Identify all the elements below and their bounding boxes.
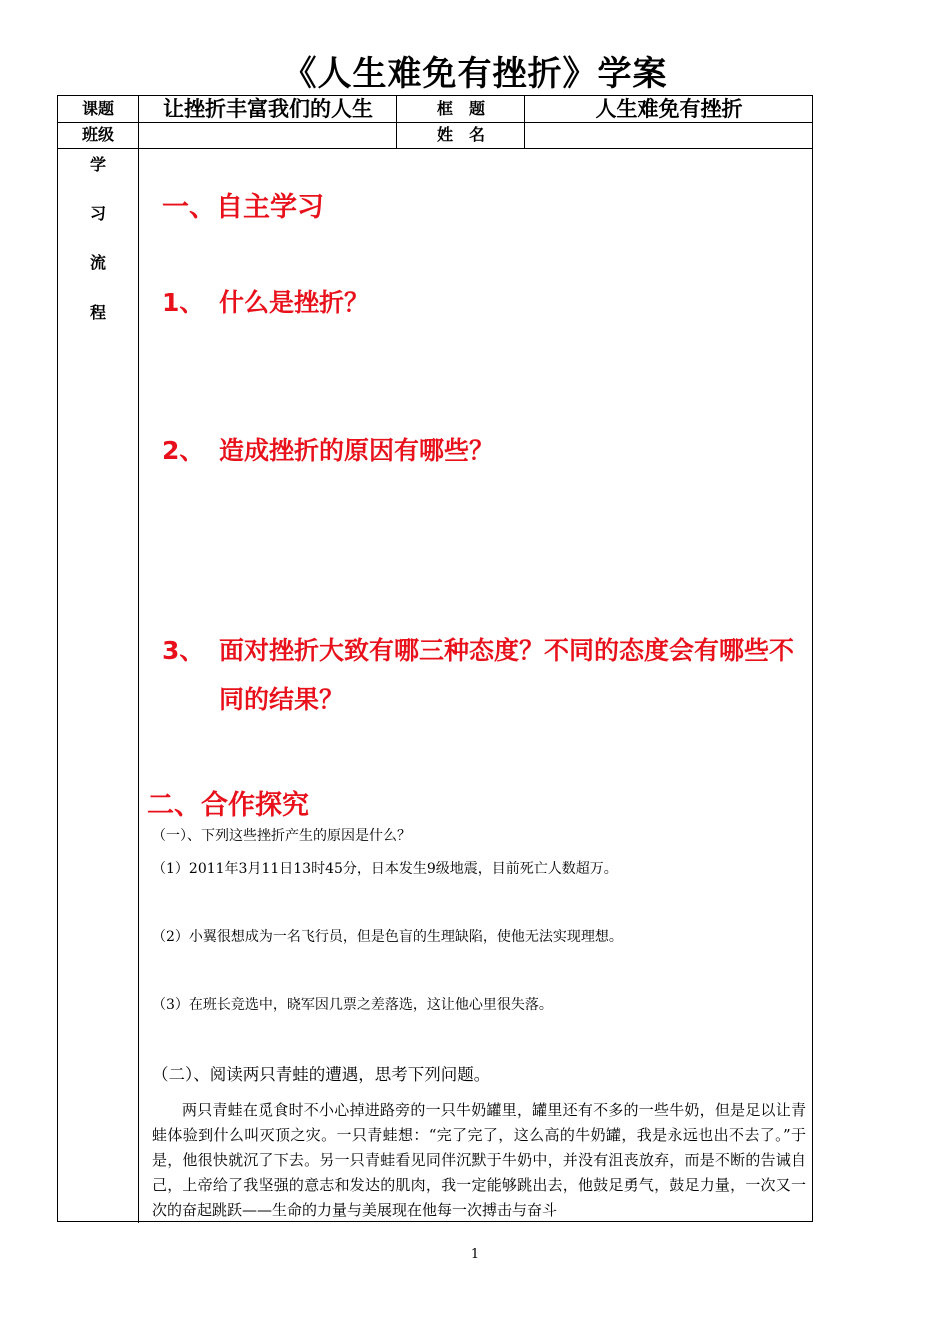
- side-label-char: 流: [89, 253, 106, 272]
- course-label: 课题: [81, 99, 114, 118]
- frame-value: 人生难免有挫折: [595, 97, 743, 121]
- course-value: 让挫折丰富我们的人生: [163, 97, 373, 121]
- column-divider: [524, 96, 525, 148]
- section2-heading: 二、合作探究: [147, 790, 309, 821]
- part1-title: （一）、下列这些挫折产生的原因是什么？: [152, 828, 411, 844]
- question-number: 3、: [162, 636, 205, 665]
- page-number: 1: [470, 1247, 480, 1262]
- frame-label: 框 题: [436, 99, 485, 118]
- row-divider: [58, 148, 812, 149]
- class-label: 班级: [81, 125, 114, 144]
- side-label-char: 程: [89, 303, 106, 322]
- question-2: [162, 426, 802, 476]
- question-text: 造成挫折的原因有哪些？: [219, 436, 495, 465]
- question-number: 2、: [162, 436, 205, 465]
- section1-heading: 一、自主学习: [162, 192, 324, 223]
- worksheet-table: [57, 95, 813, 1222]
- question-3: [162, 626, 822, 726]
- side-label-char: 习: [89, 204, 106, 223]
- question-number: 1、: [162, 288, 205, 317]
- question-text: 什么是挫折？: [219, 288, 370, 317]
- question-text: 面对挫折大致有哪三种态度？不同的态度会有哪些不同的结果？: [219, 636, 795, 714]
- column-divider: [138, 96, 139, 1223]
- question-1: [162, 278, 802, 328]
- story-paragraph: 两只青蛙在觅食时不小心掉进路旁的一只牛奶罐里，罐里还有不多的一些牛奶，但是足以让青蛙体验到什么叫灭顶之灾。一只青蛙想：“完了完了，这么高的牛奶罐，我是永远也出不去了。”于是，他很快就沉了下去。另一只青蛙看见同伴沉默于牛奶中，并没有沮丧放弃，而是不断的告诫自己，上帝给了我坚强的意志和发达的肌肉，我一定能够跳出去，他鼓足勇气，鼓足力量，一次又一次的奋起跳跃——生命的力量与美展现在他每一次搏击与奋斗: [152, 1101, 806, 1219]
- name-label: 姓 名: [436, 125, 485, 144]
- page-title: 《人生难免有挫折》学案: [282, 54, 668, 94]
- column-divider: [396, 96, 397, 148]
- side-label-char: 学: [89, 155, 106, 174]
- part2-title: （二）、阅读两只青蛙的遭遇，思考下列问题。: [152, 1065, 491, 1084]
- list-item: （1）2011年3月11日13时45分，日本发生9级地震，目前死亡人数超万。: [152, 861, 618, 877]
- list-item: （2）小翼很想成为一名飞行员，但是色盲的生理缺陷，使他无法实现理想。: [152, 929, 623, 945]
- list-item: （3）在班长竞选中，晓军因几票之差落选，这让他心里很失落。: [152, 997, 553, 1013]
